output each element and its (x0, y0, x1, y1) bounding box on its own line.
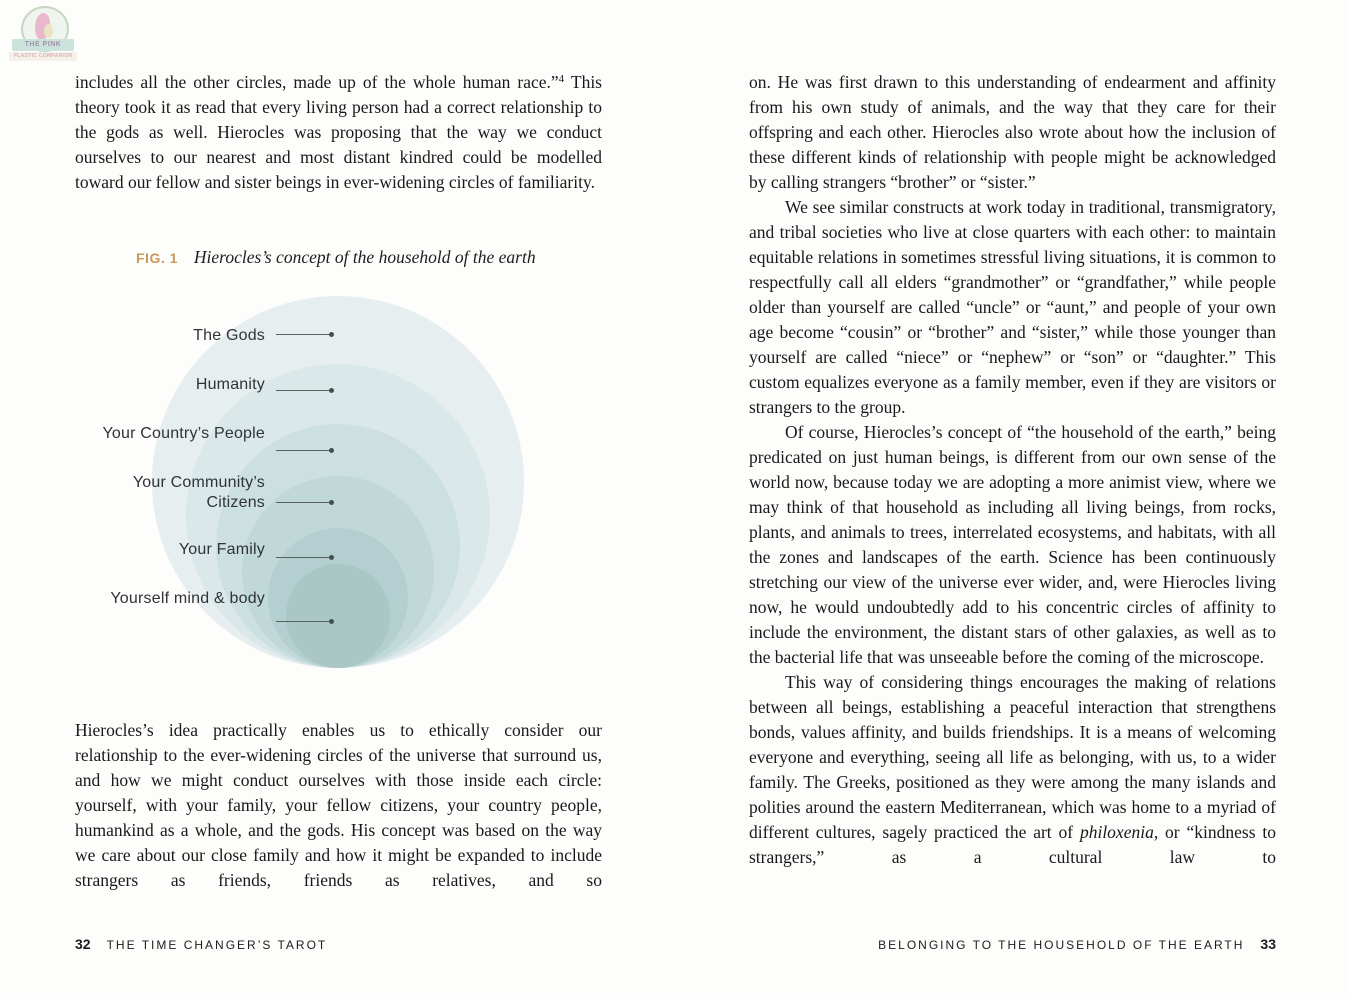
ring-label-your-family: Your Family (178, 541, 265, 558)
concentric-circles-figure (75, 290, 602, 690)
leader-line-communitys-citizens (276, 502, 332, 503)
body-text: This theory took it as read that every living person had a correct relationship to the gods as well. Hierocles was proposing that the way we conduct ourselves to our nearest and most distant kindred could be modelled toward our fellow and sister beings in ever-widening circles of familiarity. (75, 72, 602, 192)
footnote-marker: 4 (558, 73, 565, 85)
left-page-text-column (75, 70, 602, 195)
leader-line-your-family (276, 557, 332, 558)
figure-caption (75, 247, 602, 268)
left-page-lower-text (75, 718, 602, 893)
left-paragraph-1 (75, 70, 602, 195)
ring-label-communitys-citizens: Your Community’s Citizens (132, 474, 265, 511)
right-page-number: 33 (1260, 936, 1276, 952)
right-page-text-column (749, 70, 1276, 870)
ring-yourself (286, 564, 390, 668)
right-footer-title: BELONGING TO THE HOUSEHOLD OF THE EARTH (878, 938, 1245, 952)
leader-line-yourself (276, 621, 332, 622)
leader-line-humanity (276, 390, 332, 391)
left-paragraph-2: Hierocles’s idea practically enables us to ethically consider our relationship to the ever-widening circles of the universe that surround us, and how we might conduct ourselves with those inside each circle: yourself, with your family, your fellow citizens, your country people, humankind as a whole, and the gods. His concept was based on the way we care about our close family and how it might be expanded to include strangers as friends, friends as relatives, and so (75, 720, 602, 890)
right-paragraph-3: Of course, Hierocles’s concept of “the household of the earth,” being predicated on just human beings, is different from our own sense of the world now, because today we are adopting a more animist view, where we may think of that household as including all living beings, from rocks, plants, and animals to trees, interrelated ecosystems, and habitats, with all the zones and landscapes of the earth. Science has been continuously stretching our view of the universe ever wider, and, were Hierocles living now, he would undoubtedly add to his concentric circles of affinity to include the environment, the distant stars of other galaxies, as well as to the bacterial life that was unseeable before the coming of the microscope. (749, 422, 1276, 667)
left-footer-title: THE TIME CHANGER’S TAROT (106, 938, 328, 952)
ring-label-yourself: Yourself mind & body (110, 590, 265, 607)
body-text: This way of considering things encourages the making of relations between all beings, establishing a peaceful interaction that strengthens bonds, values affinity, and builds friendships. It is a means of welcoming everyone and everything, seeing all life as belonging, with us, to a wider family. The Greeks, positioned as they were among the many islands and polities around the eastern Mediterranean, which was home to a myriad of different cultures, sagely practiced the art of (749, 672, 1276, 842)
publisher-watermark-logo (8, 6, 78, 70)
ring-label-the-gods: The Gods (193, 327, 265, 344)
right-paragraph-2: We see similar constructs at work today in traditional, transmigratory, and tribal societies who live at close quarters with each other: to maintain equitable relations in sometimes stressful living situations, it is common to respectfully call all elders “grandmother” or “grandfather,” while people older than yourself are called “uncle” or “aunt,” and people of your own age become “cousin” or “brother” and “sister,” while those younger than yourself are called “niece” or “nephew” or “son” or “daughter.” This custom equalizes everyone as a family member, even if they are visitors or strangers to the group. (749, 197, 1276, 417)
figure-number-label: FIG. 1 (136, 250, 178, 266)
right-paragraph-4 (749, 670, 1276, 870)
figure-title: Hierocles’s concept of the household of the earth (193, 247, 536, 267)
logo-figure-detail (44, 24, 53, 38)
body-text: or “kindness to strangers,” as a cultural law to (749, 822, 1276, 867)
right-running-footer (749, 936, 1276, 952)
left-running-footer (75, 936, 327, 952)
ring-label-countrys-people: Your Country’s People (102, 425, 265, 442)
leader-line-the-gods (276, 334, 332, 335)
left-page-number: 32 (75, 936, 91, 952)
ring-label-humanity: Humanity (195, 376, 265, 393)
italic-term-philoxenia: philoxenia, (1079, 822, 1159, 842)
body-text: includes all the other circles, made up of the whole human race.” (75, 72, 559, 92)
logo-subbanner-text: PLASTIC COMPANION (9, 52, 77, 61)
leader-line-countrys-people (276, 450, 332, 451)
logo-banner-text: THE PINK (12, 39, 74, 51)
right-paragraph-1: on. He was first drawn to this understanding of endearment and affinity from his own study of animals, and the way that they care for their offspring and each other. Hierocles also wrote about how the inclusion of these different kinds of relationship with people might be acknowledged by calling strangers “brother” or “sister.” (749, 72, 1276, 192)
